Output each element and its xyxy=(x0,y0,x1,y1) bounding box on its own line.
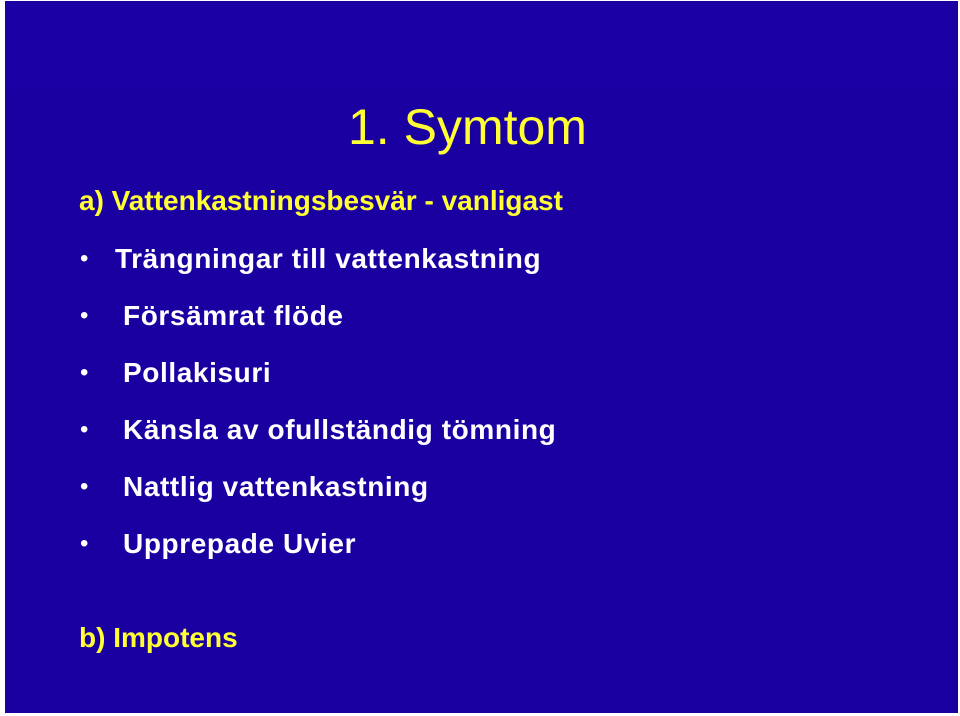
section-a-heading: a) Vattenkastningsbesvär - vanligast xyxy=(79,185,563,216)
bullet-icon: • xyxy=(80,245,89,272)
list-item-text: Känsla av ofullständig tömning xyxy=(123,414,557,445)
list-item-text: Pollakisuri xyxy=(123,357,272,388)
bullet-icon: • xyxy=(80,473,89,500)
slide xyxy=(5,1,958,713)
bullet-icon: • xyxy=(80,359,89,386)
list-item-text: Försämrat flöde xyxy=(123,300,344,331)
list-item-text: Upprepade Uvier xyxy=(123,528,357,559)
bullet-icon: • xyxy=(80,302,89,329)
slide-title: 1. Symtom xyxy=(348,99,587,155)
list-item-text: Trängningar till vattenkastning xyxy=(115,243,542,274)
section-b-heading: b) Impotens xyxy=(79,622,238,653)
bullet-icon: • xyxy=(80,416,89,443)
bullet-icon: • xyxy=(80,530,89,557)
list-item-text: Nattlig vattenkastning xyxy=(123,471,429,502)
slide-header-band xyxy=(5,1,958,89)
